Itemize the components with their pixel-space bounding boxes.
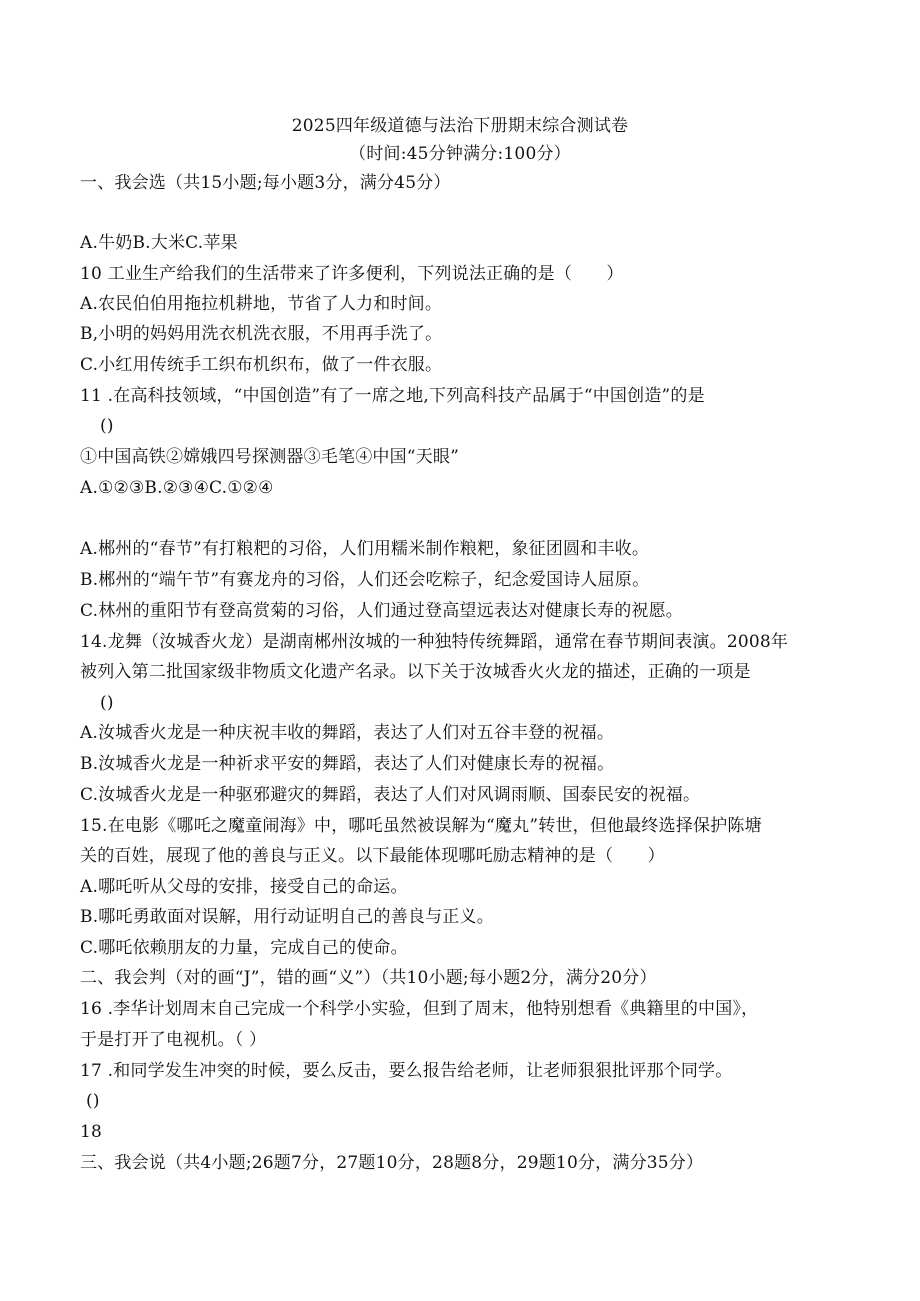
- exam-title: 2025四年级道德与法治下册期末综合测试卷: [291, 116, 629, 136]
- question-11: 11 .在高科技领域，“中国创造”有了一席之地,下列高科技产品属于“中国创造”的是: [80, 386, 705, 406]
- option-line: B.郴州的“端午节”有赛龙舟的习俗，人们还会吃粽子，纪念爱国诗人屈原。: [80, 570, 650, 590]
- section-heading-choice: 一、我会选（共15小题;每小题3分，满分45分）: [80, 173, 451, 193]
- question-17: 17 .和同学发生冲突的时候，要么反击，要么报告给老师，让老师狠狠批评那个同学。: [80, 1061, 733, 1081]
- question-18: 18: [80, 1122, 103, 1142]
- option-line: ①中国高铁②嫦娥四号探测器③毛笔④中国“天眼”: [80, 447, 459, 467]
- option-line: A.①②③B.②③④C.①②④: [80, 478, 274, 498]
- option-line: C.哪吒依赖朋友的力量，完成自己的使命。: [80, 938, 408, 958]
- option-line: A.农民伯伯用拖拉机耕地，节省了人力和时间。: [80, 294, 443, 314]
- option-line: A.汝城香火龙是一种庆祝丰收的舞蹈，表达了人们对五谷丰登的祝福。: [80, 723, 615, 743]
- exam-subtitle: （时间:45分钟满分:100分）: [349, 144, 571, 164]
- answer-blank: (): [100, 416, 114, 436]
- answer-blank: (): [100, 693, 114, 713]
- option-line: C.汝城香火龙是一种驱邪避灾的舞蹈，表达了人们对风调雨顺、国泰民安的祝福。: [80, 785, 701, 805]
- section-heading-judge: 二、我会判（对的画“J”，错的画“义”）（共10小题;每小题2分，满分20分）: [80, 968, 657, 988]
- question-14-cont: 被列入第二批国家级非物质文化遗产名录。以下关于汝城香火火龙的描述，正确的一项是: [80, 662, 751, 682]
- question-10: 10 工业生产给我们的生活带来了许多便利，下列说法正确的是（ ）: [80, 264, 624, 284]
- question-15: 15.在电影《哪吒之魔童闹海》中，哪吒虽然被误解为“魔丸”转世，但他最终选择保护陈塘: [80, 816, 762, 836]
- question-16: 16 .李华计划周末自己完成一个科学小实验，但到了周末，他特别想看《典籍里的中国》，: [80, 999, 759, 1019]
- option-line: A.哪吒听从父母的安排，接受自己的命运。: [80, 877, 408, 897]
- option-line: C.小红用传统手工织布机织布，做了一件衣服。: [80, 355, 443, 375]
- option-line: A.郴州的“春节”有打粮粑的习俗，人们用糯米制作粮粑，象征团圆和丰收。: [80, 539, 650, 559]
- option-line: B.汝城香火龙是一种祈求平安的舞蹈，表达了人们对健康长寿的祝福。: [80, 754, 615, 774]
- option-line: B.哪吒勇敢面对误解，用行动证明自己的善良与正义。: [80, 907, 494, 927]
- option-line: A.牛奶B.大米C.苹果: [80, 233, 238, 253]
- question-16-cont: 于是打开了电视机。（ ）: [80, 1030, 267, 1050]
- question-14: 14.龙舞（汝城香火龙）是湖南郴州汝城的一种独特传统舞蹈，通常在春节期间表演。2008年: [80, 632, 789, 652]
- option-line: B,小明的妈妈用洗衣机洗衣服，不用再手洗了。: [80, 324, 443, 344]
- question-15-cont: 关的百姓，展现了他的善良与正义。以下最能体现哪吒励志精神的是（ ）: [80, 846, 665, 866]
- answer-blank: (): [86, 1091, 100, 1111]
- option-line: C.林州的重阳节有登高赏菊的习俗，人们通过登高望远表达对健康长寿的祝愿。: [80, 601, 684, 621]
- section-heading-speak: 三、我会说（共4小题;26题7分，27题10分，28题8分，29题10分，满分35分）: [80, 1153, 704, 1173]
